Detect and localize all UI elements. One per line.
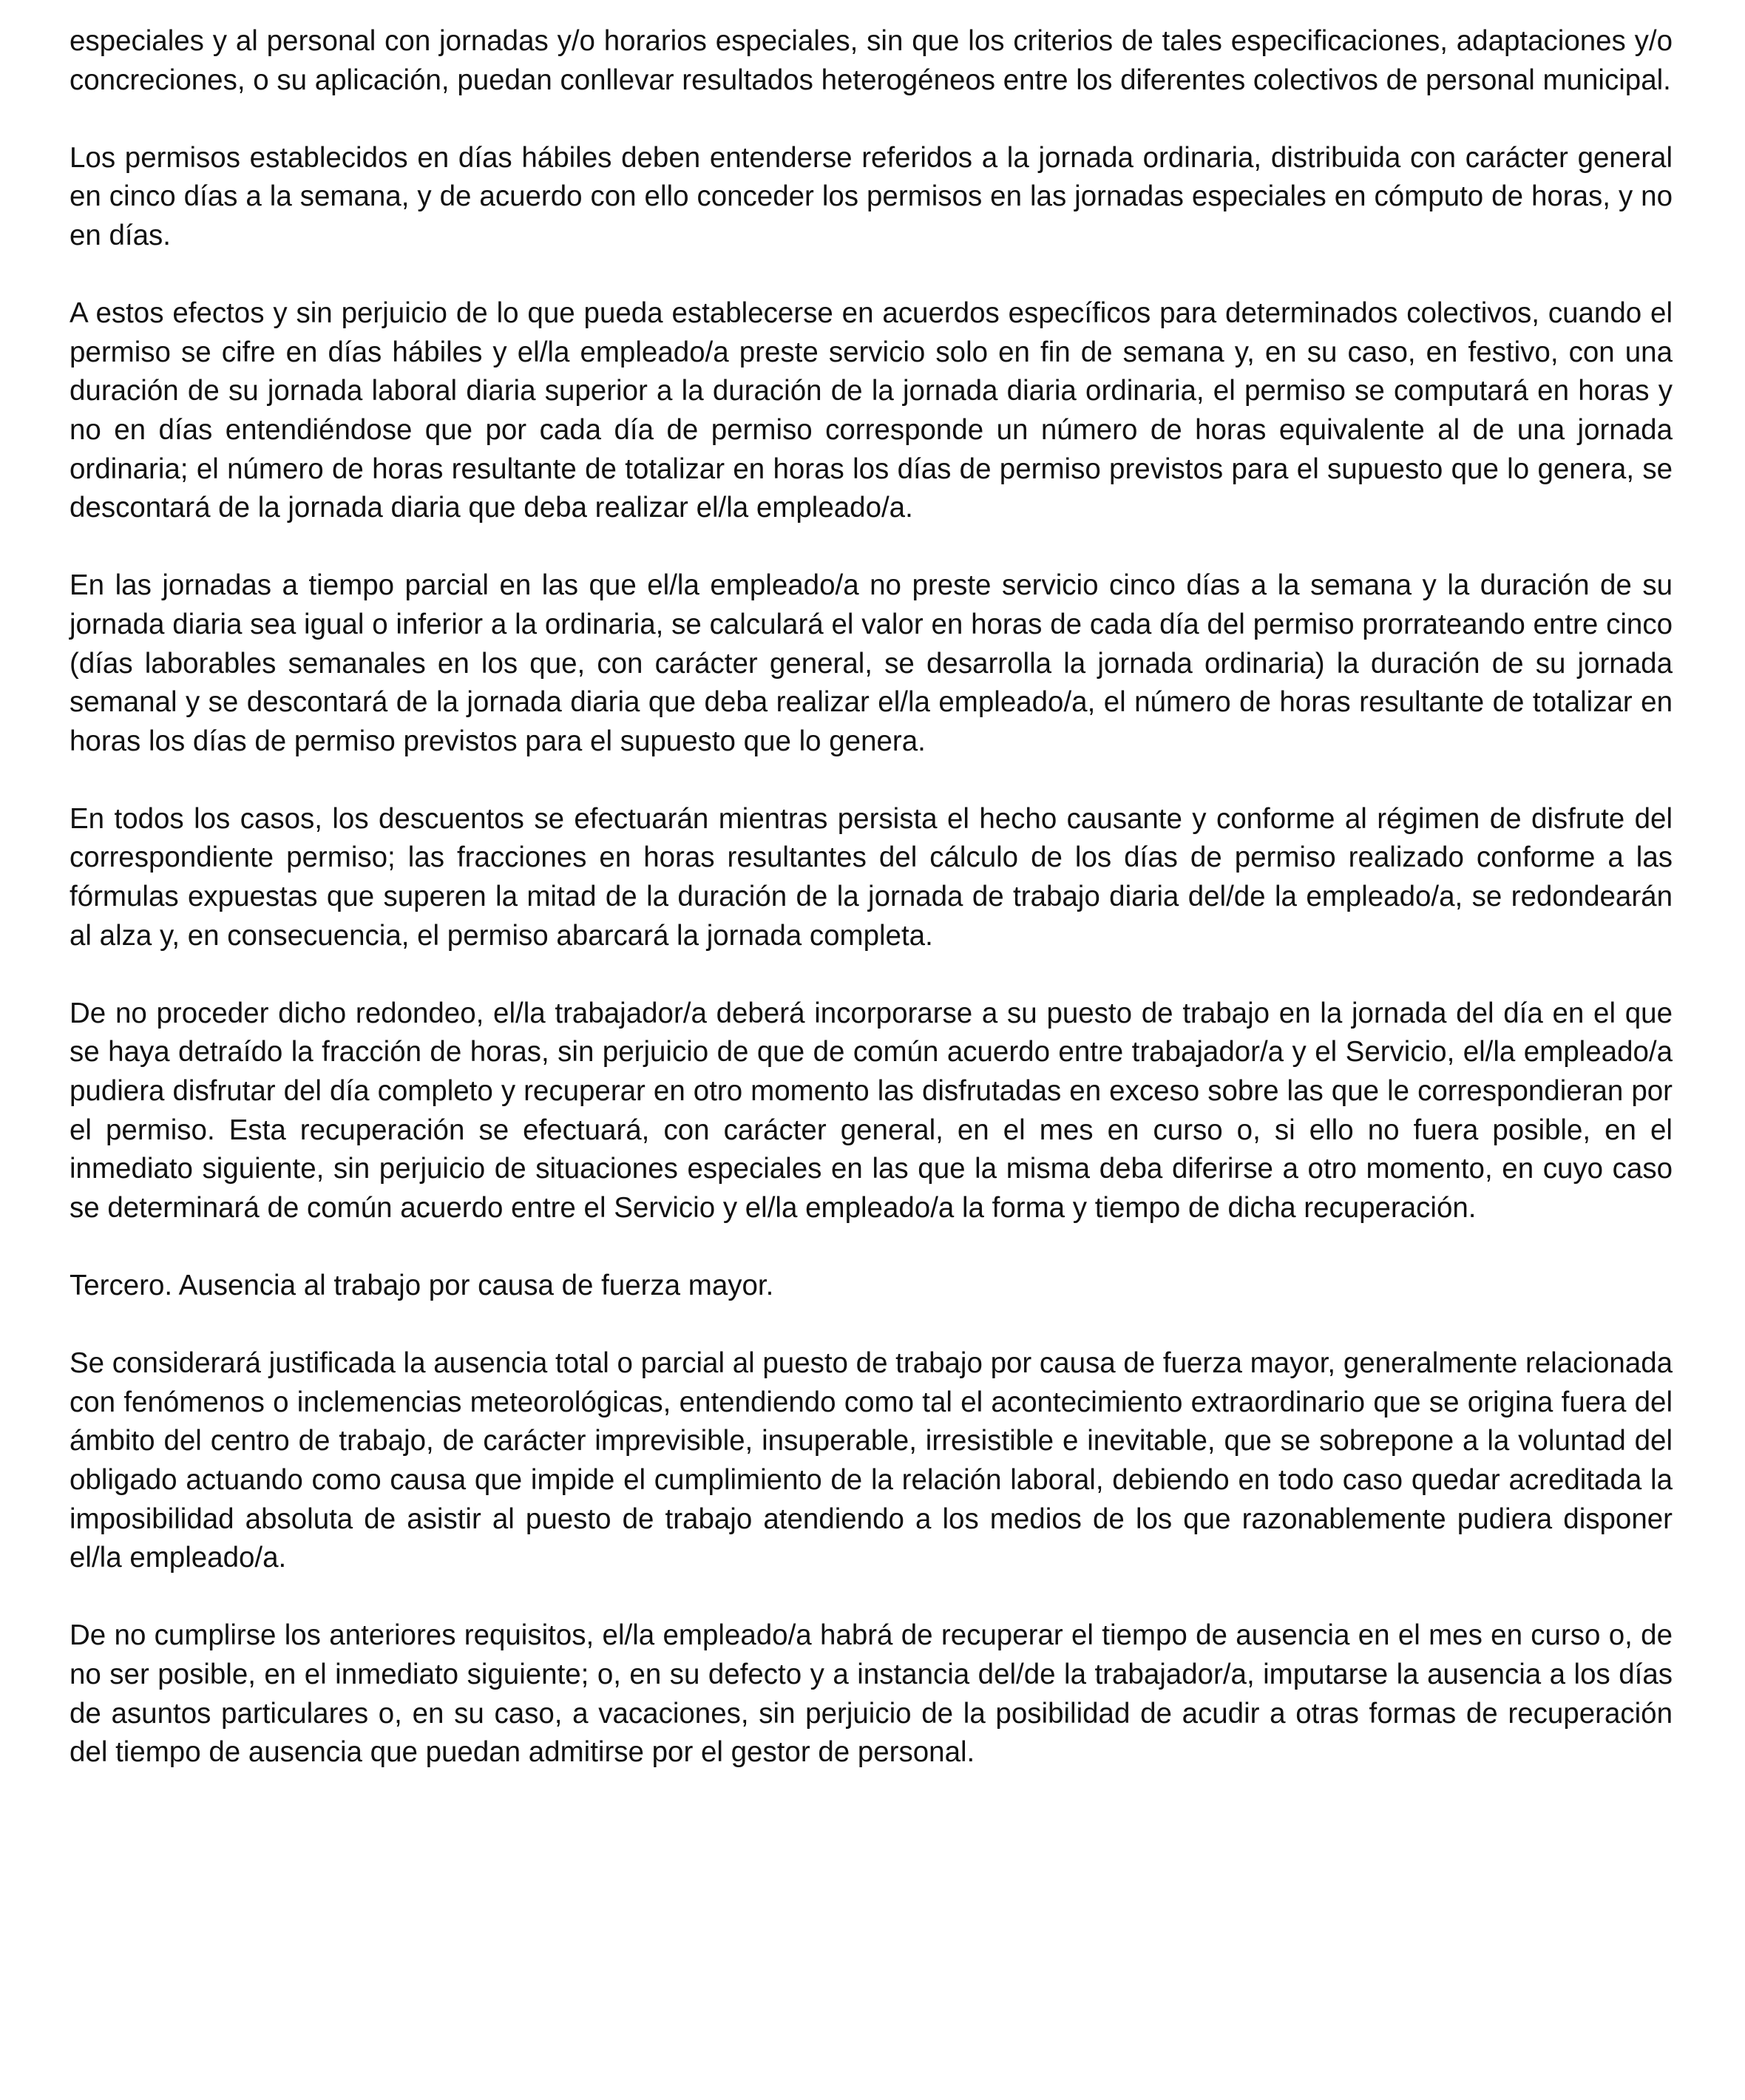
document-page [70, 22, 1673, 1811]
paragraph-3: A estos efectos y sin perjuicio de lo que pueda establecerse en acuerdos específicos para determinados colectivos, cuando el permiso se cifre en días hábiles y el/la empleado/a preste servicio solo en fin de semana y, en su caso, en festivo, con una duración de su jornada laboral diaria superior a la duración de la jornada diaria ordinaria, el permiso se computará en horas y no en días entendiéndose que por cada día de permiso corresponde un número de horas equivalente al de una jornada ordinaria; el número de horas resultante de totalizar en horas los días de permiso previstos para el supuesto que lo genera, se descontará de la jornada diaria que deba realizar el/la empleado/a. [70, 297, 1673, 524]
paragraph-5: En todos los casos, los descuentos se efectuarán mientras persista el hecho causante y conforme al régimen de disfrute del correspondiente permiso; las fracciones en horas resultantes del cálculo de los días de permiso realizado conforme a las fórmulas expuestas que superen la mitad de la duración de la jornada de trabajo diaria del/de la empleado/a, se redondearán al alza y, en consecuencia, el permiso abarcará la jornada completa. [70, 802, 1673, 952]
paragraph-2: Los permisos establecidos en días hábiles deben entenderse referidos a la jornada ordinaria, distribuida con carácter general en cinco días a la semana, y de acuerdo con ello conceder los permisos en las jornadas especiales en cómputo de horas, y no en días. [70, 141, 1673, 251]
paragraph-8: Se considerará justificada la ausencia total o parcial al puesto de trabajo por causa de fuerza mayor, generalmente relacionada con fenómenos o inclemencias meteorológicas, entendiendo como tal el acontecimiento extraordinario que se origina fuera del ámbito del centro de trabajo, de carácter imprevisible, insuperable, irresistible e inevitable, que se sobrepone a la voluntad del obligado actuando como causa que impide el cumplimiento de la relación laboral, debiendo en todo caso quedar acreditada la imposibilidad absoluta de asistir al puesto de trabajo atendiendo a los medios de los que razonablemente pudiera disponer el/la empleado/a. [70, 1347, 1673, 1574]
paragraph-9: De no cumplirse los anteriores requisitos, el/la empleado/a habrá de recuperar el tiempo de ausencia en el mes en curso o, de no ser posible, en el inmediato siguiente; o, en su defecto y a instancia del/de la trabajador/a, imputarse la ausencia a los días de asuntos particulares o, en su caso, a vacaciones, sin perjuicio de la posibilidad de acudir a otras formas de recuperación del tiempo de ausencia que puedan admitirse por el gestor de personal. [70, 1619, 1673, 1769]
paragraph-4: En las jornadas a tiempo parcial en las que el/la empleado/a no preste servicio cinco días a la semana y la duración de su jornada diaria sea igual o inferior a la ordinaria, se calculará el valor en horas de cada día del permiso prorrateando entre cinco (días laborables semanales en los que, con carácter general, se desarrolla la jornada ordinaria) la duración de su jornada semanal y se descontará de la jornada diaria que deba realizar el/la empleado/a, el número de horas resultante de totalizar en horas los días de permiso previstos para el supuesto que lo genera. [70, 569, 1673, 757]
paragraph-6: De no proceder dicho redondeo, el/la trabajador/a deberá incorporarse a su puesto de trabajo en la jornada del día en el que se haya detraído la fracción de horas, sin perjuicio de que de común acuerdo entre trabajador/a y el Servicio, el/la empleado/a pudiera disfrutar del día completo y recuperar en otro momento las disfrutadas en exceso sobre las que le correspondieran por el permiso. Esta recuperación se efectuará, con carácter general, en el mes en curso o, si ello no fuera posible, en el inmediato siguiente, sin perjuicio de situaciones especiales en las que la misma deba diferirse a otro momento, en cuyo caso se determinará de común acuerdo entre el Servicio y el/la empleado/a la forma y tiempo de dicha recuperación. [70, 997, 1673, 1224]
section-heading-tercero: Tercero. Ausencia al trabajo por causa de fuerza mayor. [70, 1270, 774, 1301]
paragraph-1: especiales y al personal con jornadas y/o horarios especiales, sin que los criterios de tales especificaciones, adaptaciones y/o concreciones, o su aplicación, puedan conllevar resultados heterogéneos entre los diferentes colectivos de personal municipal. [70, 25, 1673, 96]
